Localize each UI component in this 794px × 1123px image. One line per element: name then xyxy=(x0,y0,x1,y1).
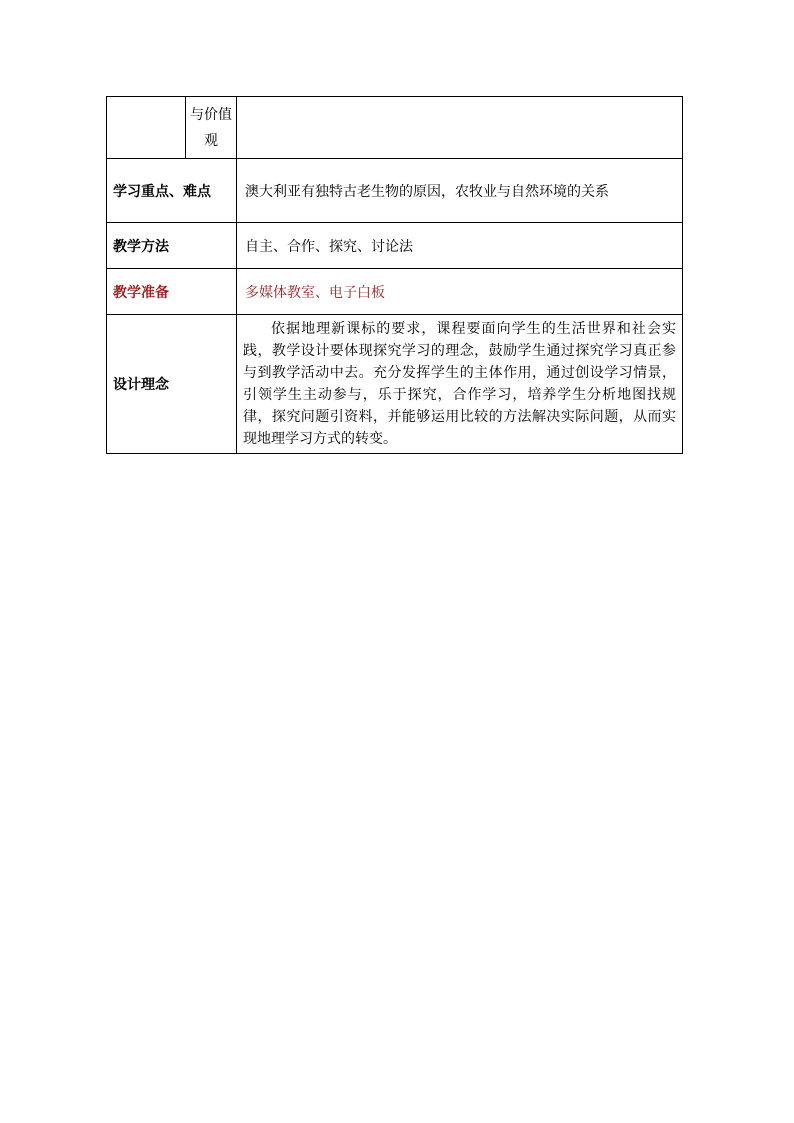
lesson-plan-table xyxy=(106,96,683,454)
method-content: 自主、合作、探究、讨论法 xyxy=(237,223,683,269)
design-concept-label: 设计理念 xyxy=(107,315,237,454)
preparation-label: 教学准备 xyxy=(107,269,237,315)
key-points-label: 学习重点、难点 xyxy=(107,159,237,223)
method-label: 教学方法 xyxy=(107,223,237,269)
row-design-concept xyxy=(107,315,683,454)
row-method xyxy=(107,223,683,269)
row-key-points xyxy=(107,159,683,223)
key-points-content: 澳大利亚有独特古老生物的原因，农牧业与自然环境的关系 xyxy=(237,159,683,223)
design-concept-content: 依据地理新课标的要求，课程要面向学生的生活世界和社会实践，教学设计要体现探究学习的理念，鼓励学生通过探究学习真正参与到教学活动中去。充分发挥学生的主体作用，通过创设学习情景，引领学生主动参与，乐于探究，合作学习，培养学生分析地图找规律，探究问题引资料，并能够运用比较的方法解决实际问题，从而实现地理学习方式的转变。 xyxy=(237,315,683,454)
preparation-content: 多媒体教室、电子白板 xyxy=(237,269,683,315)
row-preparation xyxy=(107,269,683,315)
empty-cell xyxy=(107,97,186,159)
values-sub-label: 与价值观 xyxy=(186,97,237,159)
values-content xyxy=(237,97,683,159)
row-values xyxy=(107,97,683,159)
